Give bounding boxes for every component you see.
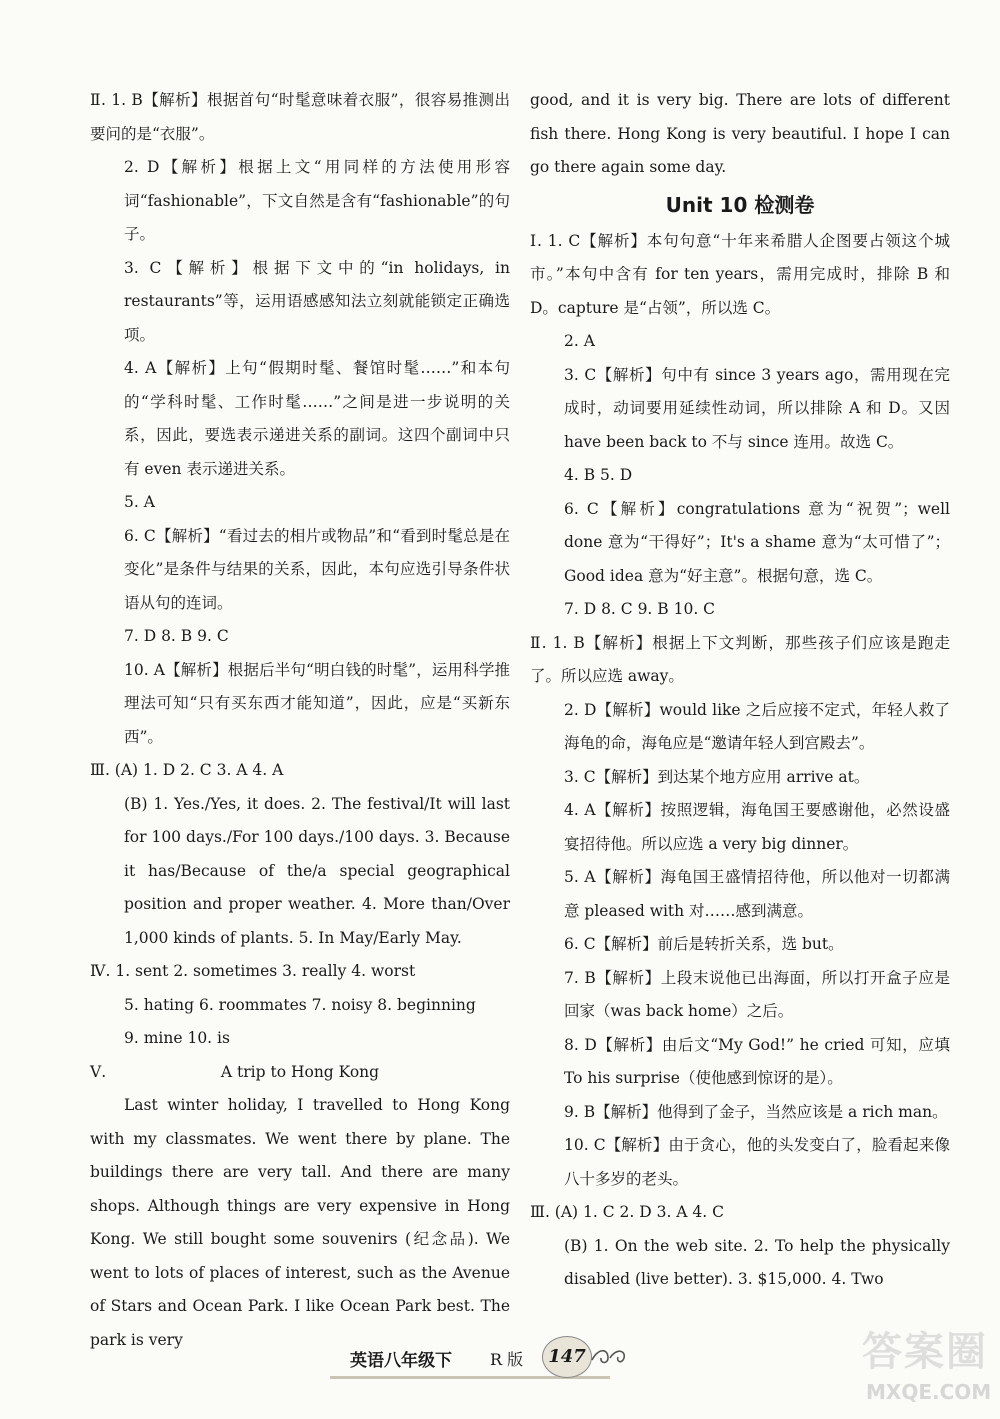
- answer-paragraph: 5. hating 6. roommates 7. noisy 8. beginning: [124, 995, 476, 1014]
- answer-paragraph: 9. mine 10. is: [124, 1029, 230, 1047]
- answer-paragraph: 6. C【解析】前后是转折关系，选 but。: [564, 935, 844, 953]
- answer-paragraph: 2. D【解析】would like 之后应接不定式，年轻人救了海龟的命，海龟应是“邀请年轻人到宫殿去”。: [564, 700, 950, 752]
- watermark-text: 答案圈: [862, 1329, 988, 1375]
- answer-paragraph: 7. D 8. C 9. B 10. C: [564, 600, 716, 618]
- answer-paragraph: Last winter holiday, I travelled to Hong Kong with my classmates. We went there by plane. The buildings there are very tall. And there are many shops. Although things are very expensive in Hong Kong. We still bought some souvenirs (纪念品). We went to lots of places of interest, such as the Avenue of Stars and Ocean Park. I like Ocean Park best. The park is very: [90, 1096, 510, 1349]
- swirl-ornament-icon: [590, 1346, 630, 1370]
- answer-paragraph: 2. A: [564, 332, 595, 350]
- answer-paragraph: 5. A【解析】海龟国王盛情招待他，所以他对一切都满意 pleased with 对……感到满意。: [564, 868, 950, 920]
- answer-paragraph: 3. C【解析】根据下文中的“in holidays, in restaurants”等，运用语感感知法立刻就能锁定正确选项。: [124, 258, 510, 344]
- left-column: [90, 84, 510, 1357]
- answer-paragraph: 8. D【解析】由后文“My God!” he cried 可知，应填 To his surprise（使他感到惊讶的是）。: [564, 1035, 950, 1087]
- answer-paragraph: 10. A【解析】根据后半句“明白钱的时髦”，运用科学推理法可知“只有买东西才能知道”，因此，应是“买新东西”。: [124, 660, 510, 746]
- watermark-url: MXQE.COM: [866, 1380, 992, 1404]
- answer-paragraph: Ⅱ. 1. B【解析】根据上下文判断，那些孩子们应该是跑走了。所以应选 away。: [530, 633, 950, 685]
- answer-paragraph: 6. C【解析】“看过去的相片或物品”和“看到时髦总是在变化”是条件与结果的关系，因此，本句应选引导条件状语从句的连词。: [124, 526, 510, 612]
- answer-paragraph: 3. C【解析】句中有 since 3 years ago，需用现在完成时，动词要用延续性动词，所以排除 A 和 D。又因 have been back to 不与 since 连用。故选 C。: [564, 365, 950, 451]
- answer-paragraph: 9. B【解析】他得到了金子，当然应该是 a rich man。: [564, 1102, 948, 1121]
- answer-paragraph: 3. C【解析】到达某个地方应用 arrive at。: [564, 767, 870, 786]
- section-heading-row: [90, 1056, 510, 1090]
- section-label: Ⅴ.: [90, 1062, 107, 1081]
- answer-paragraph: good, and it is very big. There are lots of different fish there. Hong Kong is very beautiful. I hope I can go there again some day.: [530, 91, 950, 176]
- right-column: [530, 84, 950, 1297]
- answer-paragraph: 7. B【解析】上段末说他已出海面，所以打开盒子应是回家（was back home）之后。: [564, 968, 950, 1020]
- answer-paragraph: 5. A: [124, 493, 155, 511]
- footer-book-title: 英语八年级下: [350, 1351, 452, 1371]
- answer-paragraph: (B) 1. On the web site. 2. To help the physically disabled (live better). 3. $15,000. 4. Two: [564, 1236, 950, 1288]
- answer-paragraph: Ⅲ. (A) 1. C 2. D 3. A 4. C: [530, 1203, 724, 1221]
- answer-paragraph: Ⅰ. 1. C【解析】本句句意“十年来希腊人企图要占领这个城市。”本句中含有 for ten years，需用完成时，排除 B 和 D。capture 是“占领”，所以选 C。: [530, 231, 950, 317]
- page-footer: [290, 1328, 690, 1384]
- answer-paragraph: 4. B 5. D: [564, 466, 633, 484]
- unit-title: Unit 10 检测卷: [665, 192, 815, 217]
- answer-paragraph: Ⅳ. 1. sent 2. sometimes 3. really 4. worst: [90, 962, 416, 980]
- page-number: 147: [542, 1336, 592, 1378]
- answer-paragraph: 6. C【解析】congratulations 意为“祝贺”；well done 意为“干得好”；It's a shame 意为“太可惜了”；Good idea 意为“好主意”。根据句意，选 C。: [564, 499, 950, 585]
- answer-paragraph: Ⅲ. (A) 1. D 2. C 3. A 4. A: [90, 761, 284, 779]
- answer-paragraph: 10. C【解析】由于贪心，他的头发变白了，脸看起来像八十多岁的老头。: [564, 1136, 950, 1188]
- answer-paragraph: 4. A【解析】按照逻辑，海龟国王要感谢他，必然设盛宴招待他。所以应选 a very big dinner。: [564, 801, 950, 853]
- footer-edition: R 版: [490, 1350, 524, 1369]
- answer-paragraph: (B) 1. Yes./Yes, it does. 2. The festival/It will last for 100 days./For 100 days./100 days. 3. Because it has/Because of the/a special geographical position and proper weather. 4. More than/Over 1,000 kinds of plants. 5. In May/Early May.: [124, 794, 510, 947]
- essay-title: A trip to Hong Kong: [220, 1062, 380, 1081]
- answer-paragraph: 4. A【解析】上句“假期时髦、餐馆时髦……”和本句的“学科时髦、工作时髦……”之间是进一步说明的关系，因此，要选表示递进关系的副词。这四个副词中只有 even 表示递进关系。: [124, 359, 510, 478]
- watermark-logo: [862, 1320, 990, 1415]
- answer-paragraph: 2. D【解析】根据上文“用同样的方法使用形容词“fashionable”，下文自然是含有“fashionable”的句子。: [124, 158, 510, 243]
- answer-paragraph: Ⅱ. 1. B【解析】根据首句“时髦意味着衣服”，很容易推测出要问的是“衣服”。: [90, 91, 510, 143]
- answer-paragraph: 7. D 8. B 9. C: [124, 627, 229, 645]
